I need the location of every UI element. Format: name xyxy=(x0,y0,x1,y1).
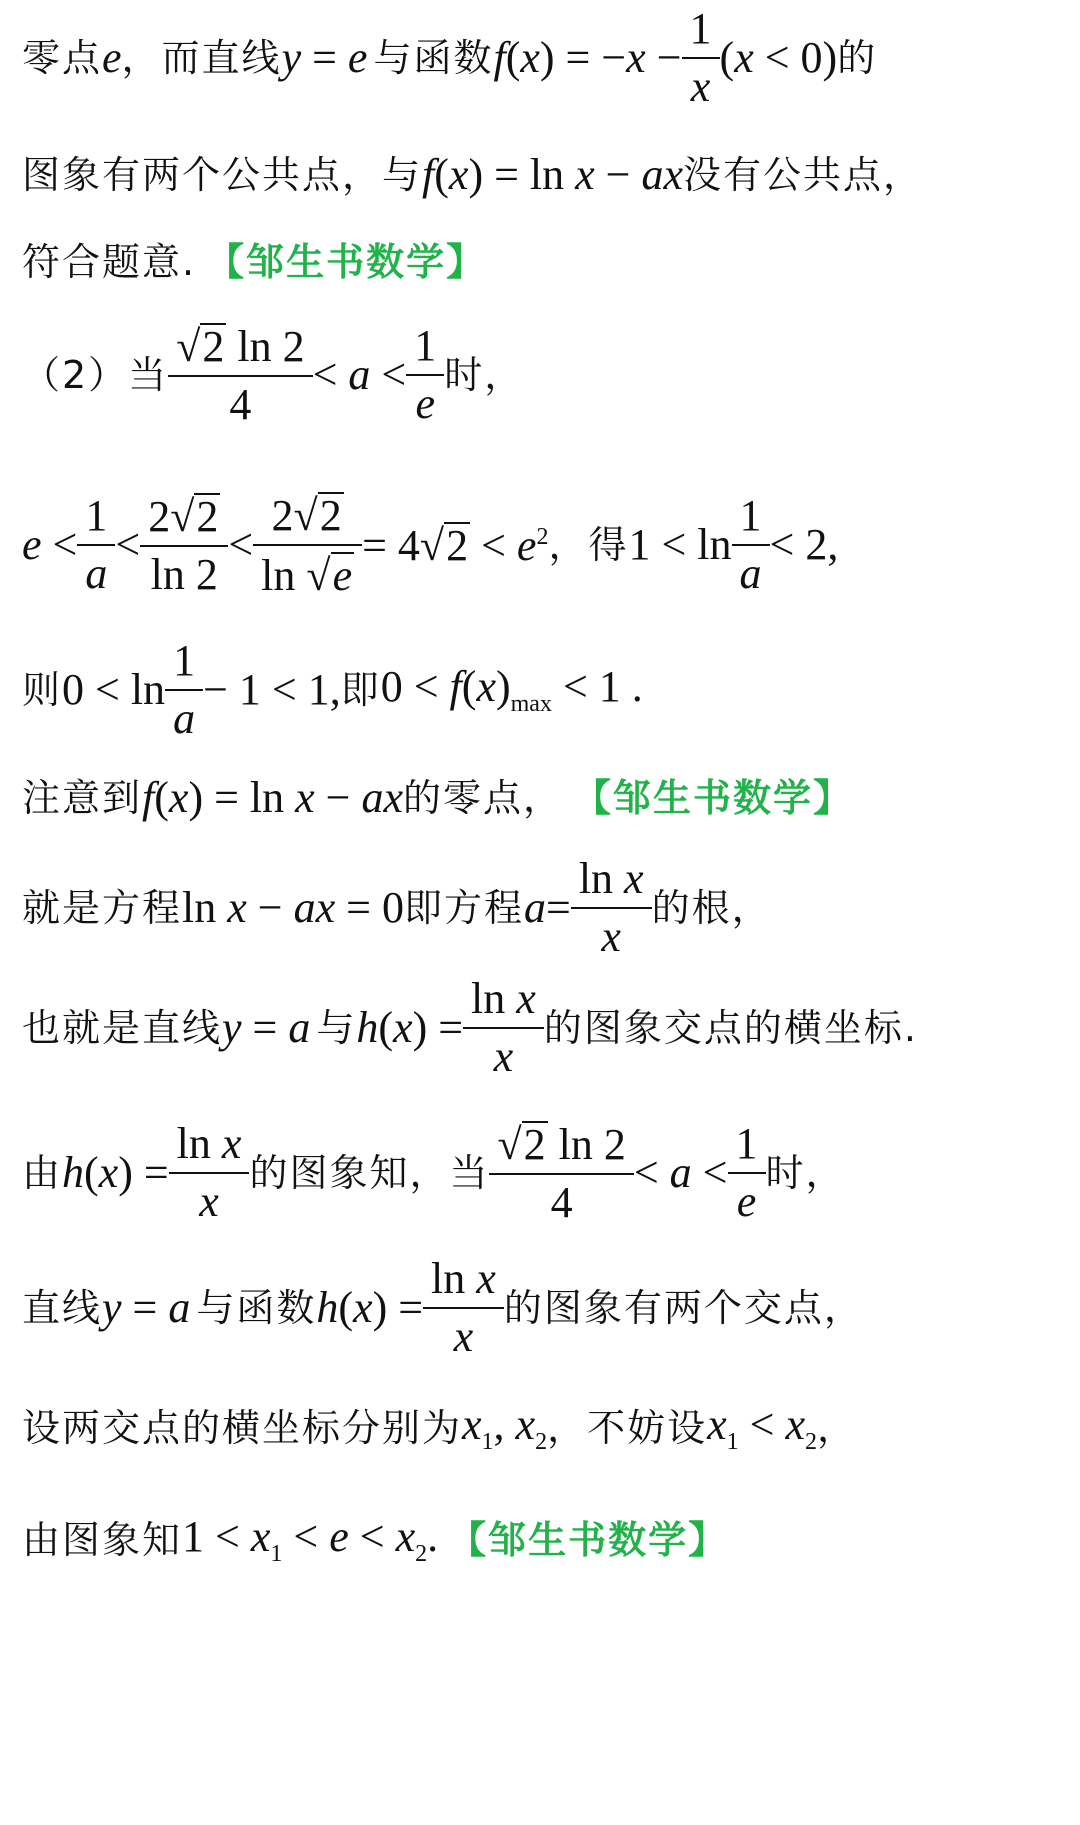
text-from: 由 xyxy=(22,1151,63,1195)
text-intersection-abscissa: 的图象交点的横坐标. xyxy=(543,1006,918,1050)
text-then: 则 xyxy=(22,668,63,712)
text-graph-two-points: 图象有两个公共点，与 xyxy=(22,153,423,197)
fraction-lnx-over-x-3: $\frac{\text{ln x}}{x}$ xyxy=(173,1122,246,1224)
line-9: 也就是直线 y = a 与 h(x) = $\frac{\text{ln x}}{x}$ 的图象交点的横坐标. xyxy=(22,974,918,1081)
line-4: （2）当 √ 2 ln 2 4 < a < $\frac{1}{e}$ 时， xyxy=(22,321,525,429)
line-11: 直线 y = a 与函数 h(x) = $\frac{\text{ln x}}{x}$ 的图象有两个交点， xyxy=(22,1254,864,1361)
fraction-sqrt2-ln2-over-4-2: √ 2 ln 2 4 xyxy=(493,1121,629,1225)
fraction-2sqrt2-over-ln-sqrt-e: 2 √ 2 ln √ e xyxy=(257,492,358,598)
text-no-common-point: 没有公共点， xyxy=(683,153,924,197)
brand-tag: 【邹生书数学】 xyxy=(573,776,854,820)
line-3 xyxy=(22,232,1070,292)
text-namely-equation: 即方程 xyxy=(403,886,524,930)
text-wlog: ，不妨设 xyxy=(547,1406,708,1450)
line-6: 则 0 < ln $\frac{1}{a}$ − 1 < 1, 即 $0 < f(x)_{max} < 1$ . xyxy=(22,636,643,743)
fraction-1-over-a: $\frac{1}{a}$ xyxy=(81,494,111,596)
fraction-lnx-over-x: $\frac{\text{ln x}}{x}$ xyxy=(575,857,648,959)
text-with-function: 与函数 xyxy=(373,36,494,80)
fraction-sqrt2-ln2-over-4: √ 2 ln 2 4 xyxy=(172,323,308,427)
text-let-abscissas: 设两交点的横坐标分别为 xyxy=(22,1406,463,1450)
text-notice: 注意到 xyxy=(22,776,143,820)
line-2: 图象有两个公共点，与 f(x) = ln x − ax 没有公共点， xyxy=(22,150,924,199)
fraction-1-over-a-3: $\frac{1}{a}$ xyxy=(169,639,199,741)
text-with-function-2: 与函数 xyxy=(196,1286,317,1330)
text-zero-point: 零点 xyxy=(22,36,103,80)
fraction-lnx-over-x-2: $\frac{\text{ln x}}{x}$ xyxy=(467,977,540,1079)
fraction-1-over-a-2: $\frac{1}{a}$ xyxy=(736,494,766,596)
text-namely: 即 xyxy=(340,668,381,712)
line-13: 由图象知 $1 < x_1 < e < x_2$. 【邹生书数学】 xyxy=(22,1511,729,1567)
text-meets-condition: 符合题意. xyxy=(22,240,197,284)
text-case-2: （2）当 xyxy=(22,353,169,397)
text-with: 与 xyxy=(316,1006,357,1050)
text-graph-shows: 由图象知 xyxy=(22,1518,183,1562)
text-when: 时， xyxy=(444,353,525,397)
text-zero-of: 的零点， xyxy=(403,776,564,820)
text-line: 直线 xyxy=(22,1286,103,1330)
text-when-2: 时， xyxy=(765,1151,846,1195)
text-graph-knows-when: 的图象知，当 xyxy=(249,1151,490,1195)
text-de: 的 xyxy=(837,36,878,80)
line-10: 由 h(x) = $\frac{\text{ln x}}{x}$ 的图象知，当 √ 2 ln 2 4 < a < $\frac{1}{e}$ 时， xyxy=(22,1119,846,1227)
fraction-2sqrt2-over-ln2: 2 √ 2 ln 2 xyxy=(144,493,224,597)
brand-tag: 【邹生书数学】 xyxy=(448,1518,729,1562)
brand-tag: 【邹生书数学】 xyxy=(206,240,487,284)
text-line-y: 也就是直线 xyxy=(22,1006,223,1050)
line-7: 注意到 f(x) = ln x − ax 的零点， 【邹生书数学】 xyxy=(22,773,854,822)
fraction-1-over-e: $\frac{1}{e}$ xyxy=(410,324,440,426)
text-is-equation: 就是方程 xyxy=(22,886,183,930)
fraction-1-over-e-2: $\frac{1}{e}$ xyxy=(732,1122,762,1224)
text-root: 的根， xyxy=(651,886,772,930)
text-two-intersections: 的图象有两个交点， xyxy=(503,1286,864,1330)
line-12: 设两交点的横坐标分别为 $x_1$, $x_2$ ，不妨设 $x_1 < x_2$ ， xyxy=(22,1399,857,1455)
line-1: 零点 e ，而直线 y = e 与函数 f(x) = −x − $\frac{1}{x}$ (x < 0) 的 xyxy=(22,4,878,111)
fraction-1-over-x: $\frac{1}{x}$ xyxy=(686,7,716,109)
text-get: ，得 xyxy=(548,523,629,567)
line-8: 就是方程 ln x − ax = 0 即方程 a = $\frac{\text{ln x}}{x}$ 的根， xyxy=(22,854,772,961)
text-and-line: ，而直线 xyxy=(121,36,282,80)
line-5: e < $\frac{1}{a}$ < 2 √ 2 ln 2 < 2 √ 2 ln √ e = 4 √ 2 < $e^2$ ，得 1 < ln $\frac{1}{a}$ < 2, xyxy=(22,491,839,600)
text-comma: ， xyxy=(816,1406,857,1450)
fraction-lnx-over-x-4: $\frac{\text{ln x}}{x}$ xyxy=(427,1257,500,1359)
